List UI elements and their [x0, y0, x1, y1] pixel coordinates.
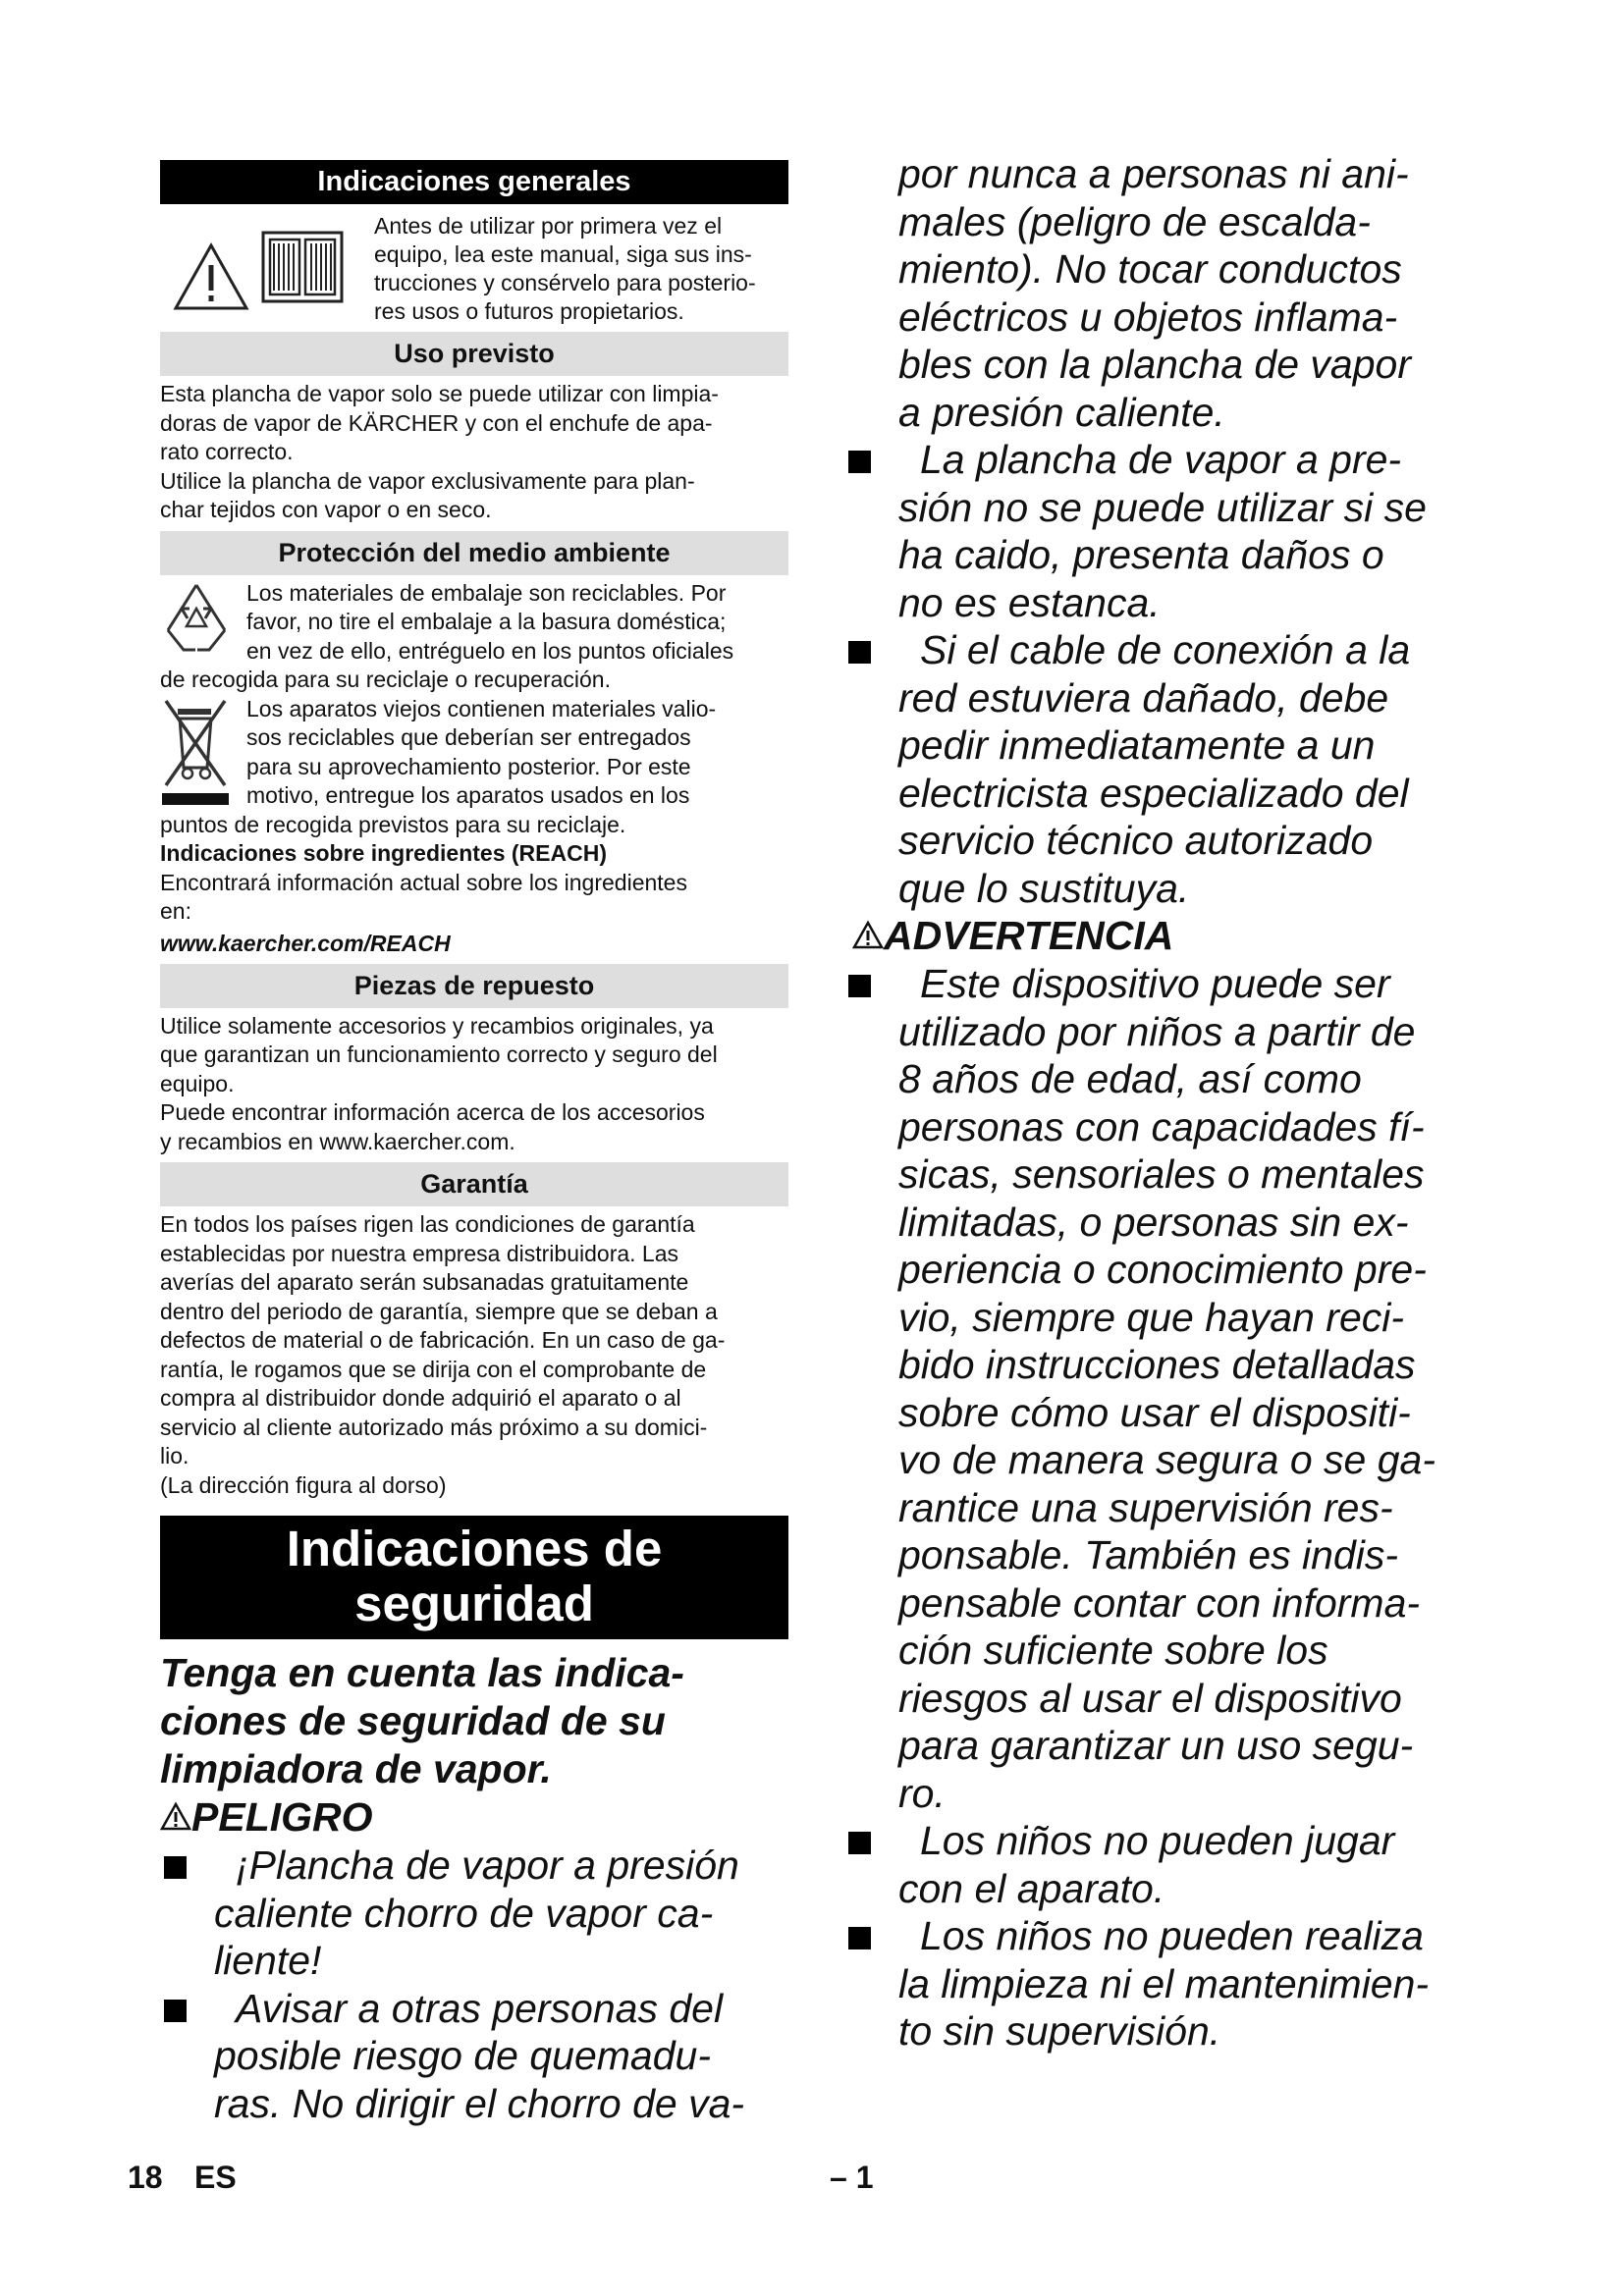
heading-line: limpiadora de vapor. [160, 1746, 552, 1791]
text-line: Puede encontrar información acerca de los accesorios [160, 1099, 705, 1125]
safety-title [160, 1516, 788, 1639]
text-line: puntos de recogida previstos para su reciclaje. [160, 811, 626, 837]
bullet-line: posible riesgo de quemadu- [214, 2033, 711, 2078]
text-line: Antes de utilizar por primera vez el [374, 213, 723, 239]
bullet-line: caliente chorro de vapor ca- [214, 1890, 714, 1936]
bullet-line: sobre cómo usar el dispositi- [898, 1389, 1411, 1435]
bullet-line: que lo sustituya. [898, 865, 1190, 911]
bullet-square-icon [848, 451, 871, 473]
intro-icons [160, 212, 354, 320]
bullet-line: limitadas, o personas sin ex- [898, 1199, 1409, 1245]
bullet-line: Este dispositivo puede ser [920, 961, 1390, 1006]
bullet-line: con el aparato. [898, 1865, 1165, 1911]
bullet-line: por nunca a personas ni ani- [898, 151, 1409, 196]
bullet-line: ponsable. También es indis- [898, 1532, 1399, 1577]
text-line: char tejidos con vapor o en seco. [160, 497, 492, 522]
text-line: averías del aparato serán subsanadas gratuitamente [160, 1269, 689, 1295]
text-line: lio. [160, 1443, 189, 1468]
bullet-continuation [844, 150, 1483, 436]
text-line: rato correcto. [160, 439, 294, 464]
text-line: y recambios en www.kaercher.com. [160, 1128, 515, 1154]
section-title-general: Indicaciones generales [160, 160, 788, 204]
bullet-line: ¡Plancha de vapor a presión [236, 1842, 739, 1888]
bullet-line: ro. [898, 1770, 946, 1816]
recycle-block [160, 579, 788, 695]
bullet-line: Si el cable de conexión a la [920, 627, 1411, 672]
safety-title-line: seguridad [354, 1575, 594, 1631]
bullet-line: sión no se puede utilizar si se [898, 484, 1427, 530]
bullet-line: bido instrucciones detalladas [898, 1342, 1416, 1387]
bullet-square-icon [164, 2000, 187, 2022]
safety-title-line: Indicaciones de [286, 1521, 663, 1576]
manual-book-icon [260, 230, 345, 304]
bullet-square-icon [848, 1927, 871, 1949]
left-column [160, 160, 788, 2127]
text-line: para su aprovechamiento posterior. Por este [246, 753, 691, 779]
bullet-line: no es estanca. [898, 579, 1161, 625]
text-line: de recogida para su reciclaje o recuperación. [160, 667, 611, 692]
text-line: (La dirección figura al dorso) [160, 1471, 447, 1498]
text-line: rantía, le rogamos que se dirija con el comprobante de [160, 1356, 707, 1382]
bullet-line: riesgos al usar el dispositivo [898, 1675, 1402, 1721]
text-line: Los materiales de embalaje son reciclables. Por [246, 579, 727, 606]
text-line: compra al distribuidor donde adquirió el aparato o al [160, 1385, 681, 1411]
text-line: en vez de ello, entréguelo en los puntos oficiales [246, 637, 734, 664]
bullet-line: red estuviera dañado, debe [898, 674, 1389, 721]
text-line: Encontrará información actual sobre los ingredientes [160, 869, 687, 895]
weee-icon-wrap [160, 695, 239, 811]
bullet-item [844, 1912, 1483, 2056]
reach-title: Indicaciones sobre ingredientes (REACH) [160, 840, 607, 866]
bullet-line: miento). No tocar conductos [898, 246, 1402, 292]
bullet-line: a presión caliente. [898, 389, 1225, 435]
heading-line: Tenga en cuenta las indica- [160, 1650, 684, 1695]
warning-label [844, 912, 1483, 960]
page-language: ES [194, 2160, 237, 2195]
bullet-item [844, 1817, 1483, 1912]
bullet-line: rantice una supervisión res- [898, 1484, 1393, 1530]
intended-use-text [160, 380, 788, 525]
danger-label [160, 1793, 788, 1842]
safety-heading [160, 1649, 788, 1793]
section-title-intended-use: Uso previsto [160, 332, 788, 376]
bullet-square-icon [848, 641, 871, 664]
spare-parts-text [160, 1012, 788, 1157]
warning-triangle-icon [852, 920, 884, 949]
bullet-square-icon [848, 975, 871, 997]
weee-block [160, 695, 788, 840]
section-title-environment: Protección del medio ambiente [160, 531, 788, 575]
danger-text: PELIGRO [191, 1794, 373, 1840]
recycling-icon [160, 579, 233, 658]
text-line: servicio al cliente autorizado más próximo a su domici- [160, 1414, 708, 1440]
reach-link[interactable]: www.kaercher.com/REACH [160, 930, 451, 956]
danger-triangle-icon [160, 1801, 191, 1831]
bullet-line: pedir inmediatamente a un [898, 722, 1376, 768]
bullet-line: vio, siempre que hayan reci- [898, 1294, 1405, 1340]
bullet-line: ha caido, presenta daños o [898, 532, 1384, 577]
bullet-line: ción suficiente sobre los [898, 1628, 1328, 1673]
bullet-line: liente! [214, 1938, 322, 1983]
sub-page-number: – 1 [830, 2160, 874, 2195]
text-line: Los aparatos viejos contienen materiales valio- [246, 695, 717, 721]
text-line: En todos los países rigen las condiciones de garantía [160, 1211, 695, 1237]
bullet-item [844, 436, 1483, 626]
warning-text: ADVERTENCIA [884, 913, 1174, 958]
bullet-line: eléctricos u objetos inflama- [898, 294, 1398, 340]
bullet-line: ras. No dirigir el chorro de va- [214, 2080, 745, 2126]
recycle-icon-wrap [160, 579, 239, 666]
text-line: Esta plancha de vapor solo se puede utilizar con limpia- [160, 381, 719, 406]
text-line: establecidas por nuestra empresa distribuidora. Las [160, 1240, 679, 1266]
bullet-item [160, 1985, 788, 2128]
general-intro-text [374, 212, 788, 326]
bullet-line: personas con capacidades fí- [898, 1103, 1425, 1149]
text-line: dentro del periodo de garantía, siempre que se deban a [160, 1298, 718, 1324]
bullet-line: males (peligro de escalda- [898, 198, 1371, 244]
text-line: motivo, entregue los aparatos usados en los [246, 782, 690, 808]
right-column [844, 150, 1483, 2056]
bullet-line: Los niños no pueden jugar [920, 1818, 1395, 1863]
bullet-line: La plancha de vapor a pre- [920, 437, 1402, 482]
bullet-item [844, 626, 1483, 912]
crossed-bin-icon [160, 695, 231, 809]
text-line: equipo, lea este manual, siga sus ins- [374, 241, 752, 267]
text-line: Utilice la plancha de vapor exclusivamente para plan- [160, 467, 695, 494]
text-line: defectos de material o de fabricación. En un caso de ga- [160, 1327, 726, 1353]
text-line: en: [160, 898, 191, 924]
reach-text [160, 869, 788, 927]
general-intro [160, 212, 788, 326]
bullet-line: Los niños no pueden realiza [920, 1913, 1424, 1958]
text-line: trucciones y consérvelo para posterio- [374, 270, 756, 295]
bullet-line: electricista especializado del [898, 770, 1409, 816]
bullet-line: pensable contar con informa- [898, 1579, 1421, 1626]
bullet-line: vo de manera segura o se ga- [898, 1437, 1435, 1482]
bullet-line: para garantizar un uso segu- [898, 1723, 1414, 1768]
bullet-line: servicio técnico autorizado [898, 818, 1374, 863]
section-title-warranty: Garantía [160, 1162, 788, 1206]
bullet-line: la limpieza ni el mantenimien- [898, 1960, 1430, 2006]
bullet-square-icon [848, 1832, 871, 1854]
heading-line: ciones de seguridad de su [160, 1698, 666, 1743]
bullet-square-icon [164, 1856, 187, 1879]
bullet-line: sicas, sensoriales o mentales [898, 1151, 1425, 1197]
page-number: 18 [128, 2160, 163, 2195]
text-line: que garantizan un funcionamiento correcto y seguro del [160, 1041, 718, 1067]
section-title-spare-parts: Piezas de repuesto [160, 964, 788, 1008]
text-line: equipo. [160, 1070, 235, 1096]
text-line: doras de vapor de KÄRCHER y con el enchufe de apa- [160, 409, 713, 436]
bullet-line: to sin supervisión. [898, 2008, 1221, 2054]
text-line: Utilice solamente accesorios y recambios originales, ya [160, 1012, 714, 1039]
bullet-item [160, 1842, 788, 1985]
warning-triangle-icon [172, 241, 250, 312]
text-line: res usos o futuros propietarios. [374, 298, 684, 324]
warranty-text [160, 1210, 788, 1500]
bullet-line: utilizado por niños a partir de [898, 1008, 1416, 1054]
bullet-line: 8 años de edad, así como [898, 1056, 1362, 1101]
text-line: sos reciclables que deberían ser entregados [246, 724, 691, 750]
bullet-line: bles con la plancha de vapor [898, 342, 1411, 387]
text-line: favor, no tire el embalaje a la basura doméstica; [246, 609, 727, 634]
bullet-item [844, 960, 1483, 1817]
bullet-line: periencia o conocimiento pre- [898, 1247, 1427, 1292]
bullet-line: Avisar a otras personas del [236, 1985, 724, 2031]
